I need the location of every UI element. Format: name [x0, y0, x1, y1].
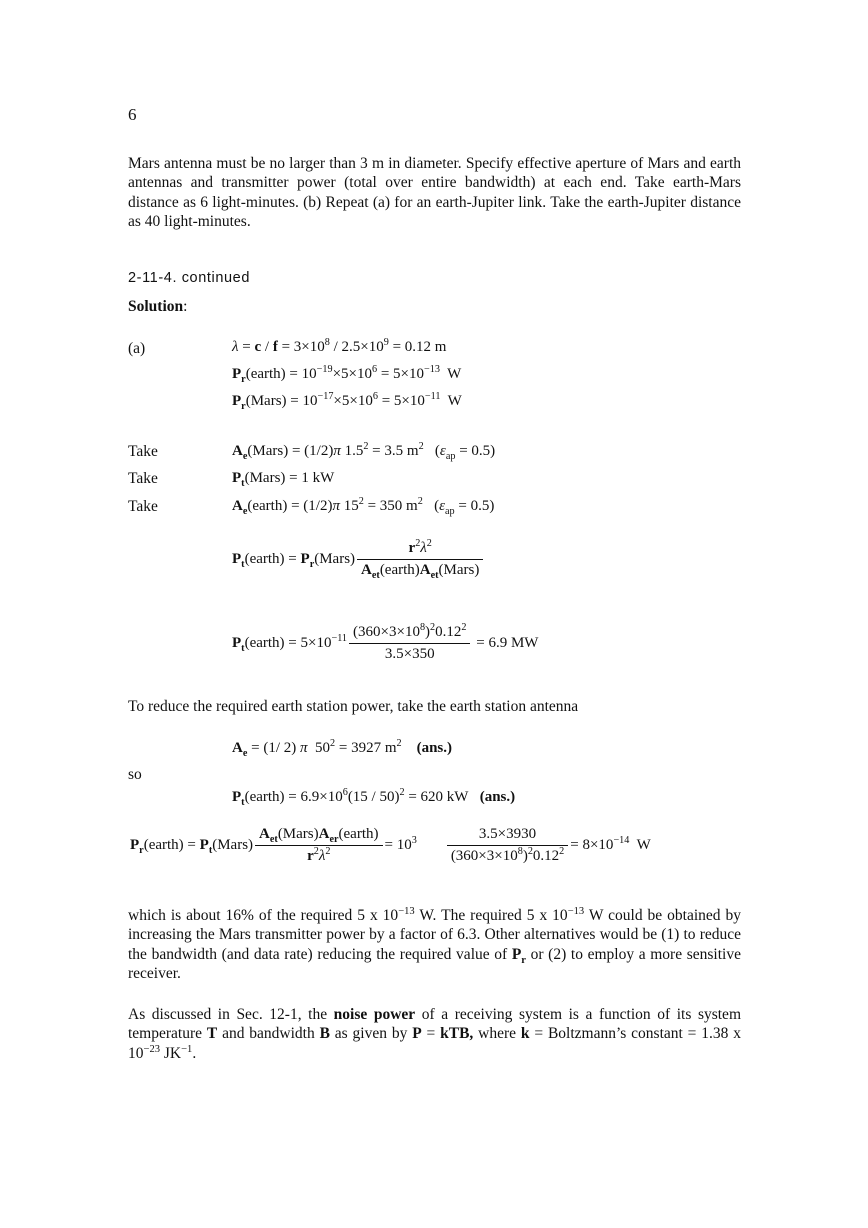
equation-pt-earth-formula: $P_t(earth)$ = $P_r(Mars)$ $\frac{r^2\lambda^2}{A_{et}(earth)A_{et}(Mars)}$ [232, 540, 485, 579]
equation-pt-earth-value: $P_t(earth) = 5\times 10^{-11}$ $\frac{(360\times 3\times 10^8)^20.12^2}{3.5\times 350}$ = 6.9 MW [232, 622, 539, 662]
closing-1-bold-p: P [511, 945, 522, 963]
equation-pt-mars: $P_t(Mars) = 1$ kW [232, 470, 335, 489]
closing-2-text-e: = [421, 1025, 441, 1043]
equation-ae-earth: $A_e(earth) = (1/2)\pi$ $15^2 = 350$ $m^2$ $(\varepsilon_{ap} = 0.5)$ [232, 496, 495, 517]
closing-2-exp-a: −23 [143, 1043, 160, 1055]
ans-label-1: (ans.) [416, 740, 453, 756]
closing-2-exp-b: −1 [181, 1043, 193, 1055]
closing-2-text-c: and bandwidth [217, 1025, 320, 1043]
equation-pr-mars: $P_r(Mars) = 10^{-17}\times 5\times 10^6 = 5\times 10^{-11}$ W [232, 391, 462, 412]
closing-2-text-h: JK [159, 1044, 182, 1062]
equation-pr-earth-result: $P_r(earth)$ = $P_t(Mars)$ $\frac{A_{et}(Mars)A_{er}(earth)}{r^2\lambda^2}$ = $10^3$ $\frac{3.5\times 3930}{(360\times 3\times 10^8)^20.12^2}$ = $8\times 10^{-14}$ W [130, 826, 651, 864]
take-label-1: Take [128, 443, 158, 460]
closing-2-text-b: of a receiving system is a function of its system temperature [128, 1006, 741, 1043]
closing-2-text-g: = Boltzmann’s constant = 1.38 x 10 [128, 1025, 741, 1062]
solution-label [128, 298, 187, 316]
solution-colon: : [183, 298, 188, 315]
equation-ae-mars: $A_e(Mars) = (1/2)\pi$ $1.5^2 = 3.5$ $m^2$ $(\varepsilon_{ap} = 0.5)$ [232, 441, 496, 462]
section-heading: 2-11-4. continued [128, 270, 250, 286]
closing-1-exp-b: −13 [567, 905, 585, 917]
ans-label-2: (ans.) [479, 789, 516, 805]
closing-paragraph-2 [128, 1005, 741, 1063]
intro-paragraph: Mars antenna must be no larger than 3 m in diameter. Specify effective aperture of Mars and earth antennas and transmitter power (total over entire bandwidth) at each end. Take earth-Mars distance as 6 light-minutes. (b) Repeat (a) for an earth-Jupiter link. Take the earth-Jupiter distance as 40 light-minutes. [128, 155, 741, 231]
closing-1-exp-a: −13 [398, 905, 415, 917]
closing-2-text-f: where [473, 1025, 521, 1043]
closing-1-text-d: or (2) to employ a more sensitive receiver. [128, 945, 741, 983]
part-a-label: (a) [128, 340, 146, 357]
closing-2-bold-noise-power: noise power [333, 1006, 416, 1023]
equation-ae-new: $A_e = (1/$ 2) π $50^2 = 3927$ $m^2$ (ans.) [232, 738, 453, 759]
equation-wavelength: $\lambda = c / f = 3\times 10^8 / 2.5\times 10^9 = 0.12$ m [232, 337, 447, 355]
so-label: so [128, 766, 142, 783]
closing-2-bold-p: P [412, 1025, 422, 1043]
page-number: 6 [128, 105, 137, 124]
closing-2-text-d: as given by [329, 1025, 413, 1043]
equation-pr-earth: $P_r(earth) = 10^{-19}\times 5\times 10^6 = 5\times 10^{-13}$ W [232, 364, 462, 385]
closing-1-bold-p-sub: r [521, 954, 526, 966]
closing-2-bold-b: B [319, 1025, 330, 1043]
closing-1-text-c: W could be obtained by increasing the Mars transmitter power by a factor of 6.3. Other alternatives would be (1) to reduce the bandwidth (and data rate) reducing the required value of [128, 907, 741, 963]
closing-1-text-a: which is about 16% of the required 5 x 10 [128, 907, 399, 924]
closing-paragraph-1 [128, 906, 741, 984]
closing-2-text-i: . [192, 1044, 197, 1062]
reduce-text: To reduce the required earth station power, take the earth station antenna [128, 698, 579, 715]
closing-1-text-b: W. The required 5 x 10 [414, 907, 568, 924]
take-label-2: Take [128, 470, 158, 487]
closing-2-bold-t: T [206, 1025, 218, 1043]
closing-2-bold-ktb: kTB, [440, 1025, 474, 1043]
closing-2-bold-k: k [520, 1025, 530, 1043]
solution-label-text: Solution [128, 298, 184, 315]
closing-2-text-a: As discussed in Sec. 12-1, the [128, 1006, 334, 1023]
take-label-3: Take [128, 498, 158, 515]
equation-pt-earth-new: $P_t(earth) = 6.9\times 10^6(15 / 50)^2 = 620$ kW (ans.) [232, 787, 516, 808]
